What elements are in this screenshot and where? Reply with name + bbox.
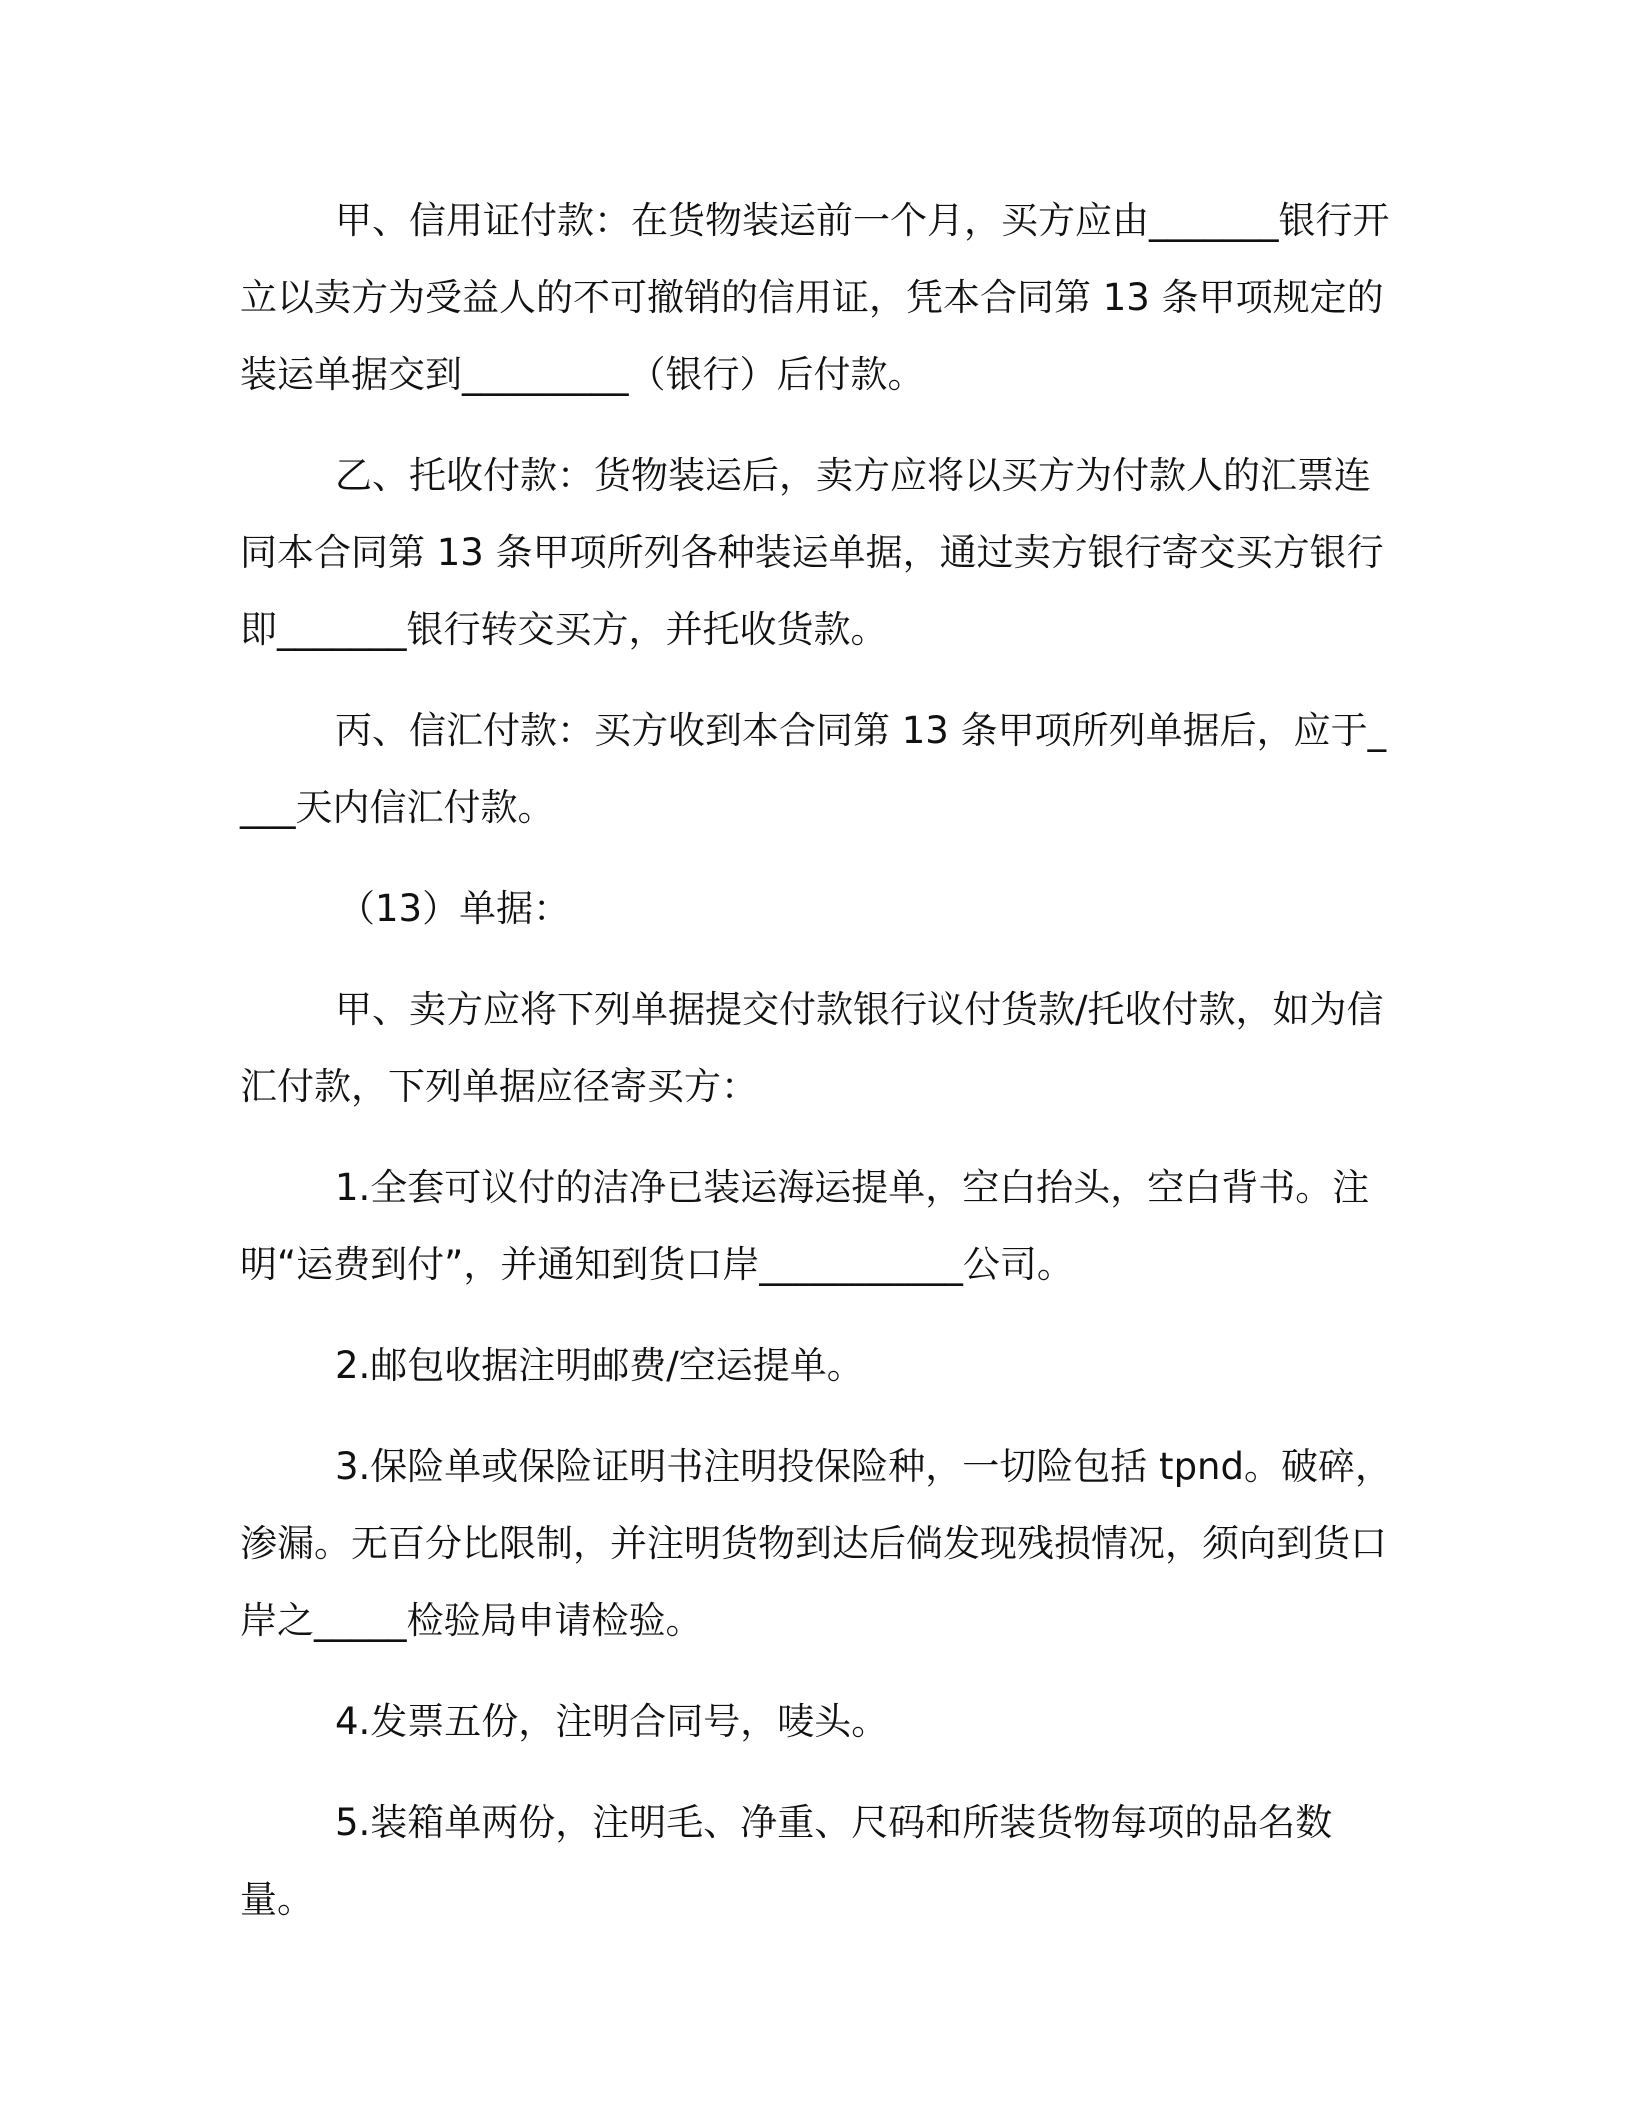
list-item-invoice: 4.发票五份，注明合同号，唛头。 — [335, 1700, 889, 1743]
list-item-bill-of-lading: 1.全套可议付的洁净已装运海运提单，空白抬头，空白背书。注明“运费到付”，并通知到货口岸___________公司。 — [240, 1166, 1370, 1286]
list-item-packing-list: 5.装箱单两份，注明毛、净重、尺码和所装货物每项的品名数量。 — [240, 1801, 1333, 1921]
paragraph-documents-submission: 甲、卖方应将下列单据提交付款银行议付货款/托收付款，如为信汇付款，下列单据应径寄买方： — [240, 988, 1384, 1108]
paragraph-collection-payment: 乙、托收付款：货物装运后，卖方应将以买方为付款人的汇票连同本合同第 13 条甲项所列各种装运单据，通过卖方银行寄交买方银行即_______银行转交买方，并托收货款。 — [240, 454, 1384, 651]
section-heading-documents: （13）单据： — [338, 887, 571, 930]
list-item-parcel-receipt: 2.邮包收据注明邮费/空运提单。 — [335, 1344, 864, 1387]
paragraph-mail-transfer-payment: 丙、信汇付款：买方收到本合同第 13 条甲项所列单据后，应于____天内信汇付款。 — [240, 709, 1387, 829]
list-item-insurance-policy: 3.保险单或保险证明书注明投保险种，一切险包括 tpnd。破碎，渗漏。无百分比限制，并注明货物到达后倘发现残损情况，须向到货口岸之_____检验局申请检验。 — [240, 1445, 1392, 1642]
document-body — [240, 182, 1400, 1962]
paragraph-letter-credit-payment: 甲、信用证付款：在货物装运前一个月，买方应由_______银行开立以卖方为受益人的不可撤销的信用证，凭本合同第 13 条甲项规定的装运单据交到_________（银行）后付款。 — [240, 199, 1390, 396]
